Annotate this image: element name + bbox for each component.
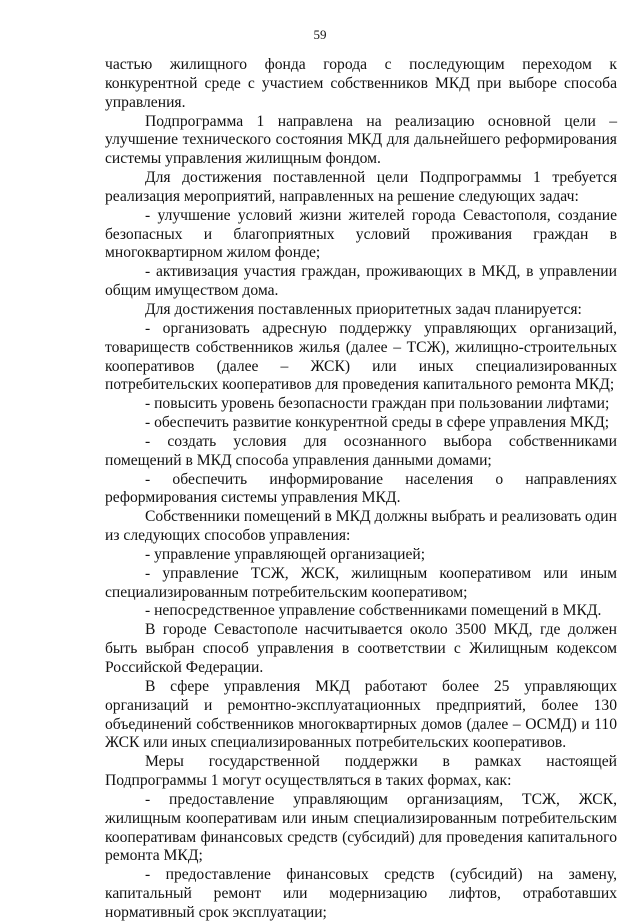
paragraph-management-sector: В сфере управления МКД работают более 25 управляющих организаций и ремонтно-эксплуатационных предприятий, более 130 объединений собственников многоквартирных домов (далее – ОСМД) и 110 ЖСК или иных специализированных потребительских кооперативов. (105, 677, 617, 752)
list-item-plan-1: - организовать адресную поддержку управляющих организаций, товариществ собственников жилья (далее – ТСЖ), жилищно-строительных кооперативов (далее – ЖСК) или иных специализированных потребительских кооперативов для проведения капитального ремонта МКД; (105, 319, 617, 394)
list-item-task-2: - активизация участия граждан, проживающих в МКД, в управлении общим имуществом дома. (105, 263, 617, 300)
list-item-support-1: - предоставление управляющим организациям, ТСЖ, ЖСК, жилищным кооперативам или иным специализированным потребительским кооперативам финансовых средств (субсидий) для проведения капитального ремонта МКД; (105, 790, 617, 865)
list-item-plan-2: - повысить уровень безопасности граждан при пользовании лифтами; (145, 395, 610, 413)
paragraph-sevastopol-mkd-count: В городе Севастополе насчитывается около 3500 МКД, где должен быть выбран способ управления в соответствии с Жилищным кодексом Российской Федерации. (105, 621, 617, 676)
document-body (105, 56, 617, 923)
list-item-plan-4: - создать условия для осознанного выбора собственниками помещений в МКД способа управления данными домами; (105, 432, 617, 469)
list-item-support-2: - предоставление финансовых средств (субсидий) на замену, капитальный ремонт или модернизацию лифтов, отработавших нормативный срок эксплуатации; (105, 866, 617, 921)
paragraph-tasks-intro: Для достижения поставленной цели Подпрограммы 1 требуется реализация мероприятий, направленных на решение следующих задач: (105, 169, 617, 205)
paragraph-management-methods-intro: Собственники помещений в МКД должны выбрать и реализовать один из следующих способов управления: (105, 508, 617, 545)
paragraph-subprogram-goal: Подпрограмма 1 направлена на реализацию основной цели – улучшение технического состояния МКД для дальнейшего реформирования системы управления жилищным фондом. (105, 112, 617, 168)
page-number: 59 (313, 27, 327, 42)
paragraph-continuation: частью жилищного фонда города с последующим переходом к конкурентной среде с участием собственников МКД при выборе способа управления. (105, 56, 617, 111)
paragraph-plans-intro: Для достижения поставленных приоритетных задач планируется: (145, 300, 582, 318)
list-item-method-3: - непосредственное управление собственниками помещений в МКД. (145, 602, 602, 620)
list-item-method-2: - управление ТСЖ, ЖСК, жилищным кооперативом или иным специализированным потребительским кооперативом; (105, 564, 617, 601)
paragraph-support-measures-intro: Меры государственной поддержки в рамках настоящей Подпрограммы 1 могут осуществляться в таких формах, как: (105, 753, 617, 790)
list-item-plan-3: - обеспечить развитие конкурентной среды в сфере управления МКД; (145, 414, 610, 432)
list-item-plan-5: - обеспечить информирование населения о направлениях реформирования системы управления МКД. (105, 470, 617, 507)
list-item-task-1: - улучшение условий жизни жителей города Севастополя, создание безопасных и благоприятных условий проживания граждан в многоквартирном жилом фонде; (105, 206, 617, 262)
list-item-method-1: - управление управляющей организацией; (145, 545, 426, 563)
